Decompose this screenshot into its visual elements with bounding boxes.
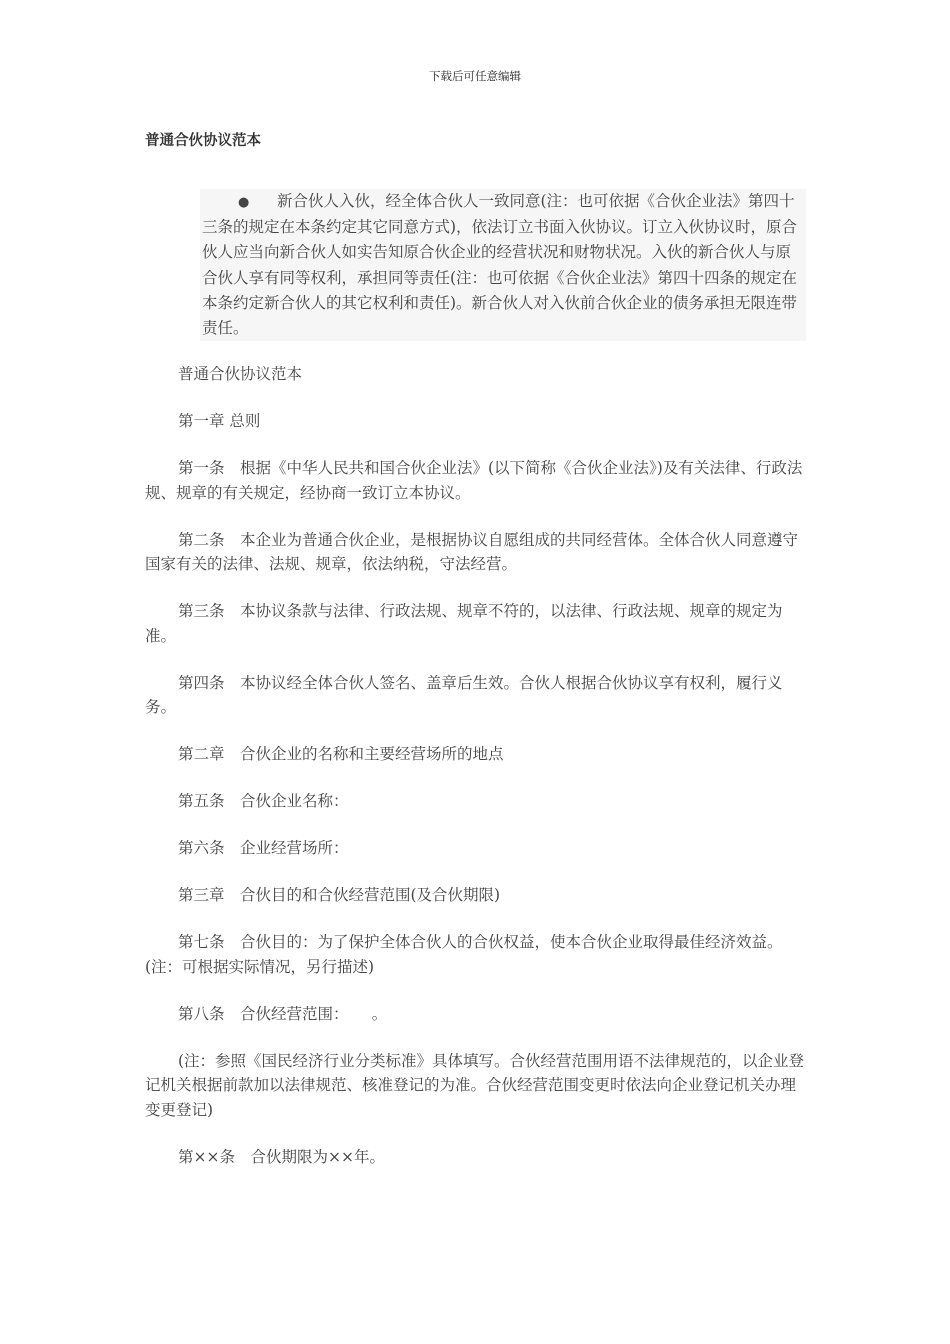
bullet-list-item xyxy=(200,189,806,341)
article-paragraph: 第四条 本协议经全体合伙人签名、盖章后生效。合伙人根据合伙协议享有权利，履行义务。 xyxy=(145,673,783,716)
article-paragraph: 第××条 合伙期限为××年。 xyxy=(178,1147,385,1166)
paragraph-subtitle: 普通合伙协议范本 xyxy=(178,365,303,383)
chapter-heading: 第二章 合伙企业的名称和主要经营场所的地点 xyxy=(178,745,504,763)
article-paragraph: 第三条 本协议条款与法律、行政法规、规章不符的，以法律、行政法规、规章的规定为准。 xyxy=(145,602,783,645)
article-paragraph: 第六条 企业经营场所： xyxy=(178,839,349,857)
article-paragraph: 第八条 合伙经营范围： 。 xyxy=(178,1004,388,1023)
article-paragraph: 第七条 合伙目的：为了保护全体合伙人的合伙权益，使本合伙企业取得最佳经济效益。(注：可根据实际情况，另行描述) xyxy=(145,933,783,976)
document-title: 普通合伙协议范本 xyxy=(145,133,261,149)
article-paragraph: 第一条 根据《中华人民共和国合伙企业法》(以下简称《合伙企业法》)及有关法律、行政法规、规章的有关规定，经协商一致订立本协议。 xyxy=(145,459,803,502)
article-paragraph: 第二条 本企业为普通合伙企业，是根据协议自愿组成的共同经营体。全体合伙人同意遵守国家有关的法律、法规、规章，依法纳税，守法经营。 xyxy=(145,530,799,573)
note-paragraph: (注：参照《国民经济行业分类标准》具体填写。合伙经营范围用语不法律规范的，以企业登记机关根据前款加以法律规范、核准登记的为准。合伙经营范围变更时依法向企业登记机关办理变更登记) xyxy=(145,1051,805,1119)
bullet-icon: ● xyxy=(238,195,250,210)
article-paragraph: 第五条 合伙企业名称： xyxy=(178,792,349,810)
document-body xyxy=(145,362,805,1192)
header-note: 下载后可任意编辑 xyxy=(429,69,521,83)
chapter-heading: 第三章 合伙目的和合伙经营范围(及合伙期限) xyxy=(178,886,501,904)
bullet-text: 新合伙人入伙，经全体合伙人一致同意(注：也可依据《合伙企业法》第四十三条的规定在本条约定其它同意方式)，依法订立书面入伙协议。订立入伙协议时，原合伙人应当向新合伙人如实告知原合伙企业的经营状况和财物状况。入伙的新合伙人与原合伙人享有同等权利，承担同等责任(注：也可依据《合伙企业法》第四十四条的规定在本条约定新合伙人的其它权利和责任)。新合伙人对入伙前合伙企业的债务承担无限连带责任。 xyxy=(202,192,798,338)
chapter-heading: 第一章 总则 xyxy=(178,412,261,430)
